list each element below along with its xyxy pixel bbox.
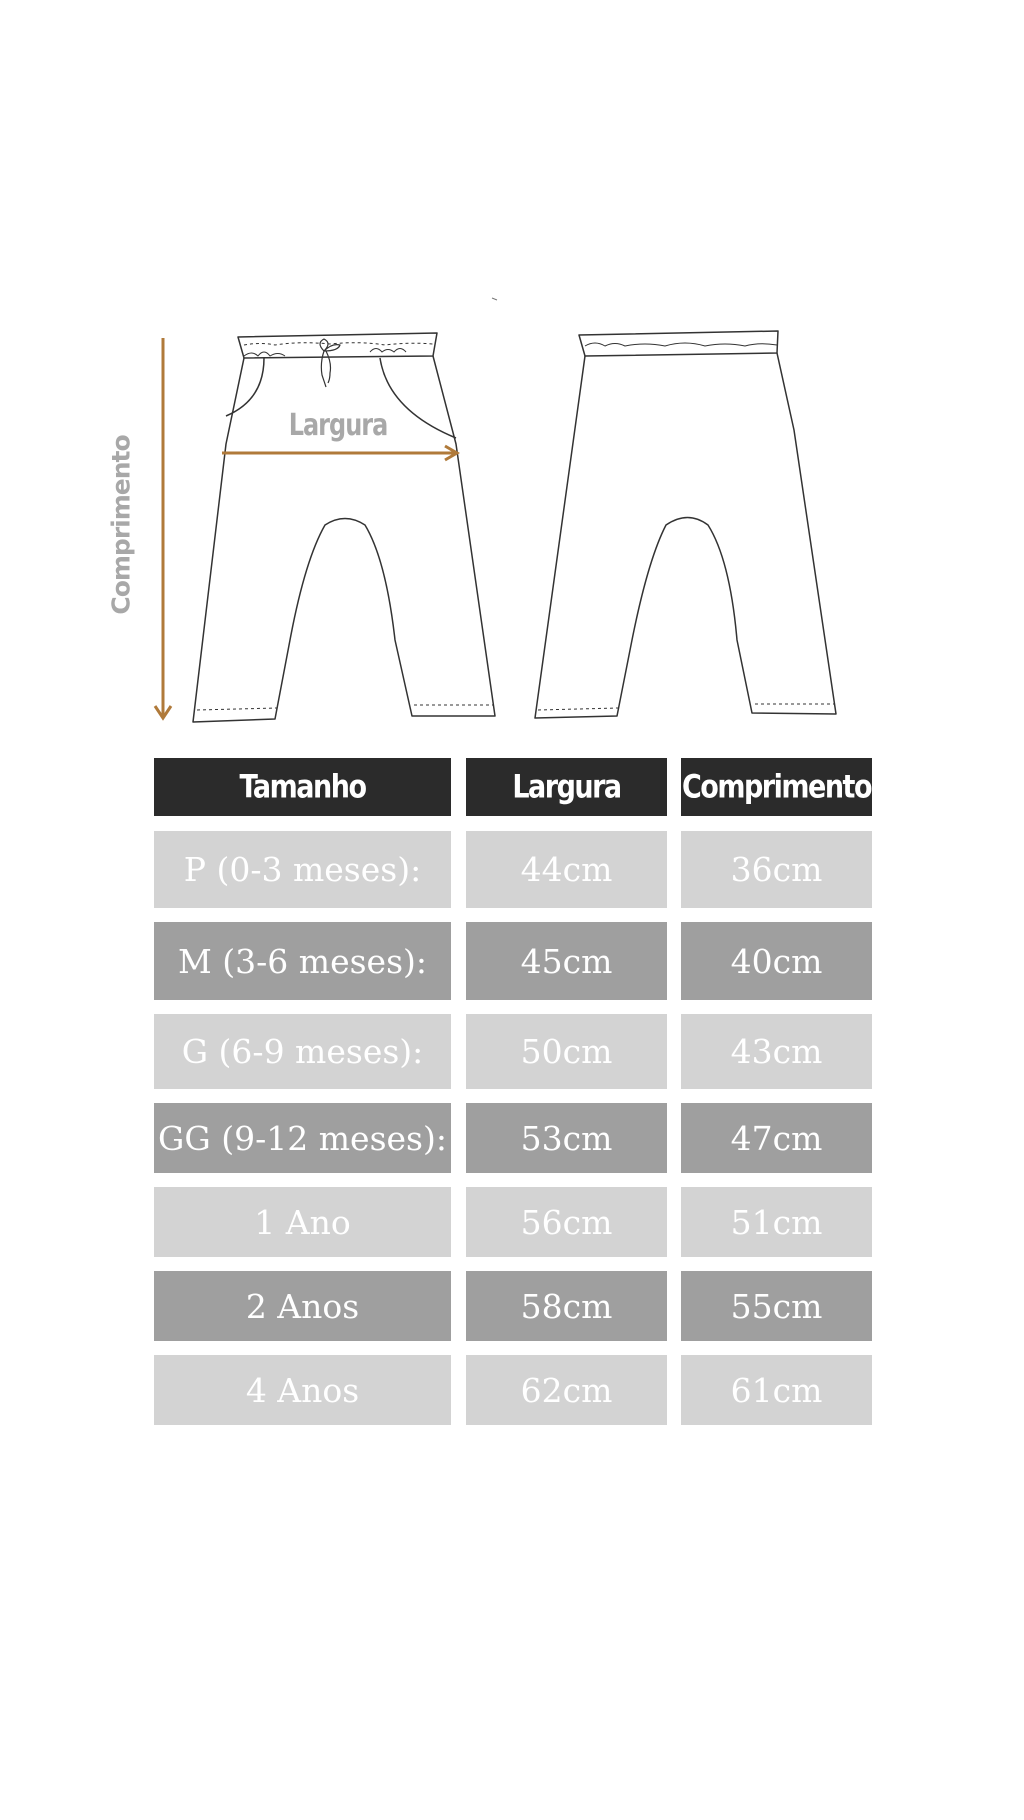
width-cell: 50cm [466, 1014, 667, 1089]
width-label: Largura [288, 407, 388, 443]
length-cell: 47cm [681, 1103, 872, 1173]
length-cell: 61cm [681, 1355, 872, 1425]
width-arrow [222, 446, 457, 460]
length-cell: 43cm [681, 1014, 872, 1089]
table-row [154, 1187, 872, 1257]
size-cell: 1 Ano [154, 1187, 451, 1257]
size-cell: 4 Anos [154, 1355, 451, 1425]
width-cell: 58cm [466, 1271, 667, 1341]
size-cell: M (3-6 meses): [154, 922, 451, 1000]
width-cell: 44cm [466, 831, 667, 908]
size-cell: P (0-3 meses): [154, 831, 451, 908]
header-size: Tamanho [154, 758, 451, 816]
length-arrow [155, 338, 171, 718]
table-row [154, 1014, 872, 1089]
stray-mark [492, 298, 497, 300]
table-row [154, 1103, 872, 1173]
width-cell: 62cm [466, 1355, 667, 1425]
length-cell: 36cm [681, 831, 872, 908]
back-pants-drawing [535, 331, 836, 718]
pants-measurement-diagram [0, 0, 1024, 760]
length-label: Comprimento [106, 435, 136, 615]
width-cell: 45cm [466, 922, 667, 1000]
header-width: Largura [466, 758, 667, 816]
table-row [154, 1271, 872, 1341]
table-header-row [154, 758, 872, 816]
width-cell: 53cm [466, 1103, 667, 1173]
table-row [154, 922, 872, 1000]
front-pants-drawing [193, 333, 495, 722]
table-row [154, 831, 872, 908]
size-cell: G (6-9 meses): [154, 1014, 451, 1089]
size-cell: 2 Anos [154, 1271, 451, 1341]
width-cell: 56cm [466, 1187, 667, 1257]
length-cell: 51cm [681, 1187, 872, 1257]
header-length: Comprimento [681, 758, 872, 816]
pants-drawings [0, 0, 1024, 760]
table-row [154, 1355, 872, 1425]
length-cell: 55cm [681, 1271, 872, 1341]
length-cell: 40cm [681, 922, 872, 1000]
size-cell: GG (9-12 meses): [154, 1103, 451, 1173]
